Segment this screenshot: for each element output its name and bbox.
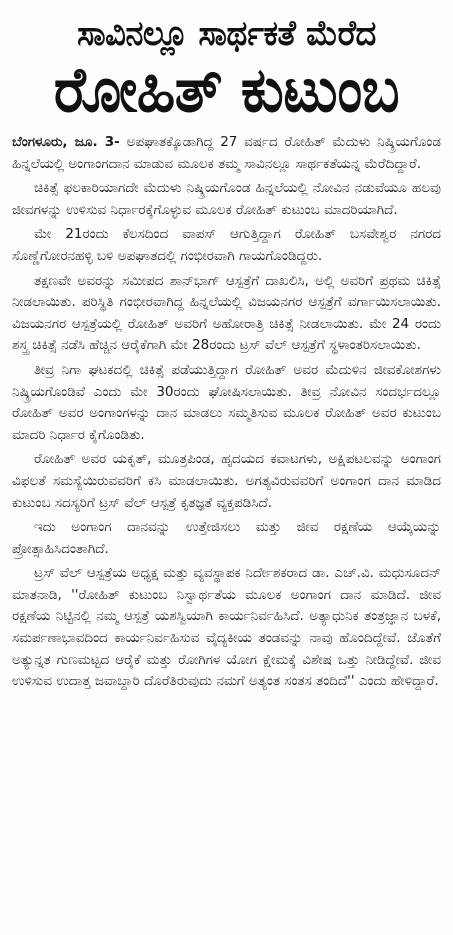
paragraph-text: ಅಪಘಾತಕ್ಕೊಡಾಗಿದ್ದ 27 ವರ್ಷದ ರೋಹಿತ್ ಮೆದುಳು ನಿಷ್ಕ್ರಿಯಗೊಂಡ ಹಿನ್ನಲೆಯಲ್ಲಿ ಅಂಗಾಂಗದಾನ ಮಾಡುವ ಮೂಲಕ ತಮ್ಮ ಸಾವಿನಲ್ಲೂ ಸಾರ್ಥಕತೆಯನ್ನ ಮೆರೆದಿದ್ದಾರೆ. [12, 134, 442, 172]
article-paragraph: ಚಿಕಿತ್ಸೆ ಫಲಕಾರಿಯಾಗದೇ ಮೆದುಳು ನಿಷ್ಕ್ರಿಯಗೊಂಡ ಹಿನ್ನಲೆಯಲ್ಲಿ ನೋವಿನ ನಡುವೆಯೂ ಹಲವು ಜೀವಗಳನ್ನು ಉಳಿಸುವ ನಿರ್ಧಾರಕ್ಕೆಗೊಳ್ಳುವ ಮೂಲಕ ರೋಹಿತ್ ಕುಟುಂಬ ಮಾದರಿಯಾಗಿದೆ. [12, 180, 441, 218]
article-paragraph: ರೋಹಿತ್ ಅವರ ಯಕೃತ್, ಮೂತ್ರಪಿಂಡ, ಹೃದಯದ ಕವಾಟಗಳು, ಅಕ್ಷಿಪಟಲವನ್ನು ಅಂಗಾಂಗ ವಿಫಲತೆ ಸಮಸ್ಯೆಯಿರುವವರಿಗೆ ಕಸಿ ಮಾಡಲಾಯಿತು. ಅಗತ್ಯವಿರುವವರಿಗೆ ಅಂಗಾಂಗ ದಾನ ಮಾಡಿದ ಕುಟುಂಬ ಸದಸ್ಯರಿಗೆ ಟ್ರಸ್ ವೆಲ್ ಆಸ್ಪತ್ರೆ ಕೃತಜ್ಞತೆ ವ್ಯಕ್ತಪಡಿಸಿದೆ. [12, 451, 441, 511]
article-body [0, 124, 453, 693]
headline-line-2: ರೋಹಿತ್ ಕುಟುಂಬ [53, 53, 400, 126]
article-paragraph: ಟ್ರಸ್ ವೆಲ್ ಆಸ್ಪತ್ರೆಯ ಅಧ್ಯಕ್ಷ ಮತ್ತು ವ್ಯವಸ್ಥಾಪಕ ನಿರ್ದೇಶಕರಾದ ಡಾ. ಎಚ್.ವಿ. ಮಧುಸೂದನ್ ಮಾತನಾಡಿ, ''ರೋಹಿತ್ ಕುಟುಂಬ ನಿಸ್ವಾರ್ಥತೆಯ ಮೂಲಕ ಅಂಗಾಂಗ ದಾನ ಮಾಡಿದೆ. ಜೀವ ರಕ್ಷಣೆಯ ನಿಟ್ಟಿನಲ್ಲಿ ನಮ್ಮ ಆಸ್ಪತ್ರೆ ಯಶಸ್ವಿಯಾಗಿ ಕಾರ್ಯನಿರ್ವಹಿಸಿದೆ. ಅತ್ಯಾಧುನಿಕ ತಂತ್ರಜ್ಞಾನ ಬಳಕೆ, ಸಮರ್ಪಣಾಭಾವದಿಂದ ಕಾರ್ಯನಿರ್ವಹಿಸುವ ವೈದ್ಯಕೀಯ ತಂಡವನ್ನು ನಾವು ಹೊಂದಿದ್ದೇವೆ. ಜೊತೆಗೆ ಅತ್ಯುನ್ನತ ಗುಣಮಟ್ಟದ ಆರೈಕೆ ಮತ್ತು ರೋಗಿಗಳ ಯೋಗ ಕ್ಷೇಮಕ್ಕೆ ವಿಶೇಷ ಒತ್ತು ನೀಡಿದ್ದೇವೆ. ಜೀವ ಉಳಿಸುವ ಉದಾತ್ತ ಜವಾಬ್ದಾರಿ ದೊರೆತಿರುವುದು ನಮಗೆ ಅತ್ಯಂತ ಸಂತಸ ತಂದಿದೆ'' ಎಂದು ಹೇಳಿದ್ದಾರೆ. [12, 565, 441, 690]
article-paragraph [12, 132, 441, 175]
dateline: ಬೆಂಗಳೂರು, ಜೂ. 3- [12, 134, 120, 150]
headline-line-1: ಸಾವಿನಲ್ಲೂ ಸಾರ್ಥಕತೆ ಮೆರೆದ [77, 14, 376, 54]
article-paragraph: ತಕ್ಷಣವೇ ಅವರನ್ನು ಸಮೀಪದ ಶಾನ್‌ಭಾಗ್ ಆಸ್ಪತ್ರೆಗೆ ದಾಖಲಿಸಿ, ಅಲ್ಲಿ ಅವರಿಗೆ ಪ್ರಥಮ ಚಿಕಿತ್ಸೆ ನೀಡಲಾಯಿತು. ಪರಿಸ್ಥಿತಿ ಗಂಭೀರವಾಗಿದ್ದ ಹಿನ್ನಲೆಯಲ್ಲಿ ವಿಜಯನಗರ ಆಸ್ಪತ್ರೆಗೆ ವರ್ಗಾಯಿಸಲಾಯಿತು. ವಿಜಯನಗರ ಆಸ್ಪತ್ರೆಯಲ್ಲಿ ರೋಹಿತ್ ಅವರಿಗೆ ಅಹೋರಾತ್ರಿ ಚಿಕಿತ್ಸೆ ನೀಡಲಾಯಿತು. ಮೇ 24 ರಂದು ಶಸ್ತ್ರ ಚಿಕಿತ್ಸೆ ನಡೆಸಿ ಹೆಚ್ಚಿನ ಆರೈಕೆಗಾಗಿ ಮೇ 28ರಂದು ಟ್ರಸ್ ವೆಲ್ ಆಸ್ಪತ್ರೆಗೆ ಸ್ಥಳಾಂತರಿಸಲಾಯಿತು. [12, 272, 441, 354]
article-paragraph: ಮೇ 21ರಂದು ಕೆಲಸದಿಂದ ವಾಪಸ್ ಆಗುತ್ತಿದ್ದಾಗ ರೋಹಿತ್ ಬಸವೇಶ್ವರ ನಗರದ ಸೊಣ್ಣೆಗೋರನಹಳ್ಳಿ ಬಳಿ ಅಪಘಾತದಲ್ಲಿ ಗಂಭೀರವಾಗಿ ಗಾಯಗೊಂಡಿದ್ದರು. [12, 226, 441, 264]
article-paragraph: ಇದು ಅಂಗಾಂಗ ದಾನವನ್ನು ಉತ್ತೇಜಿಸಲು ಮತ್ತು ಜೀವ ರಕ್ಷಣೆಯ ಆಯ್ಕೆಯನ್ನು ಪ್ರೋತ್ಸಾಹಿಸಿದಂತಾಗಿದೆ. [12, 519, 441, 557]
article-paragraph: ತೀವ್ರ ನಿಗಾ ಘಟಕದಲ್ಲಿ ಚಿಕಿತ್ಸೆ ಪಡೆಯುತ್ತಿದ್ದಾಗ ರೋಹಿತ್ ಅವರ ಮೆದುಳಿನ ಜೀವಕೋಶಗಳು ನಿಷ್ಕ್ರಿಯಗೊಂಡಿವೆ ಎಂದು ಮೇ 30ರಂದು ಘೋಷಿಸಲಾಯಿತು. ತೀವ್ರ ನೋವಿನ ಸಂದರ್ಭದಲ್ಲೂ ರೋಹಿತ್ ಅವರ ಅಂಗಾಂಗಳನ್ನು ದಾನ ಮಾಡಲು ಸಮ್ಮತಿಸುವ ಮೂಲಕ ರೋಹಿತ್ ಅವರ ಕುಟುಂಬ ಮಾದರಿ ನಿರ್ಧಾರ ಕೈಗೊಂಡಿತು. [12, 361, 441, 443]
